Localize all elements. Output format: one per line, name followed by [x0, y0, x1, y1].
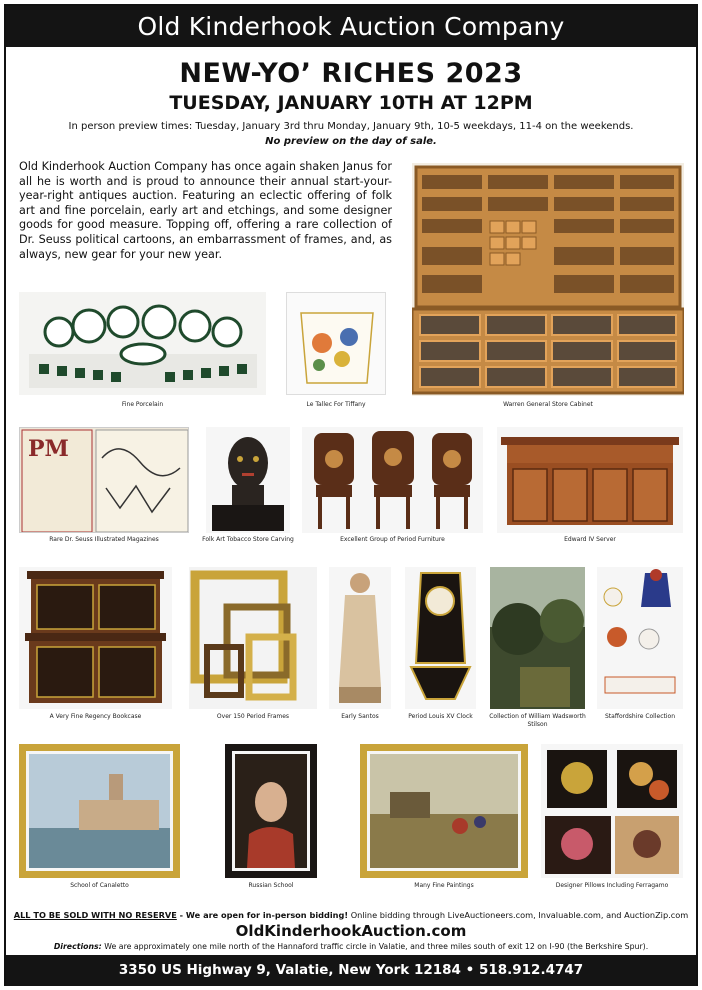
caption-server: Edward IV Server	[564, 536, 616, 543]
preview-times: In person preview times: Tuesday, January 3rd thru Monday, January 9th, 10-5 weekdays, 11-4 on the weekends.	[68, 121, 634, 132]
santos-figure-photo	[329, 567, 391, 709]
directions-line	[0, 942, 702, 951]
open-bidding-text: - We are open for in-person bidding!	[176, 910, 349, 920]
fine-paintings-photo	[360, 744, 528, 878]
caption-carving: Folk Art Tobacco Store Carving	[202, 536, 294, 543]
caption-bookcase: A Very Fine Regency Bookcase	[49, 713, 142, 720]
intro-paragraph: Old Kinderhook Auction Company has once again shaken Janus for all he is worth and is proud to announce their annual start-your-year-right antiques auction. Featuring an eclectic offering of folk art and fine porcelain, early art and etchings, and some designer goods for good measure. Topping off, offering a rare collection of Dr. Seuss political cartoons, an embarrassment of frames, and, as always, new gear for your new year.	[19, 160, 392, 261]
svg-text:PM: PM	[28, 436, 69, 462]
website-link[interactable]: OldKinderhookAuction.com	[235, 922, 467, 940]
tobacco-carving-photo	[206, 427, 290, 533]
caption-clock: Period Louis XV Clock	[408, 713, 473, 720]
caption-russian: Russian School	[248, 882, 294, 889]
seuss-magazines-photo	[19, 427, 189, 533]
caption-tiffany: Le Tallec For Tiffany	[306, 401, 366, 408]
address-banner: 3350 US Highway 9, Valatie, New York 12184 • 518.912.4747	[6, 955, 696, 986]
regency-bookcase-photo	[19, 567, 172, 709]
canaletto-painting-photo	[19, 744, 180, 878]
designer-pillows-photo	[541, 744, 683, 878]
general-store-cabinet-photo	[412, 163, 684, 396]
caption-pillows: Designer Pillows Including Ferragamo	[555, 882, 669, 889]
caption-chairs: Excellent Group of Period Furniture	[340, 536, 445, 543]
sale-date: TUESDAY, JANUARY 10TH AT 12PM	[169, 92, 533, 114]
directions-text: We are approximately one mile north of the Hannaford traffic circle in Valatie, and three miles south of exit 12 on I-90 (the Berkshire Spur).	[101, 942, 649, 951]
online-bidding-text: Online bidding through LiveAuctioneers.com, Invaluable.com, and AuctionZip.com	[348, 910, 689, 920]
caption-seuss: Rare Dr. Seuss Illustrated Magazines	[49, 536, 159, 543]
reserve-line	[0, 910, 702, 920]
caption-porcelain: Fine Porcelain	[121, 401, 164, 408]
caption-stilson: Collection of William Wadsworth Stilson	[489, 713, 586, 728]
no-preview-note: No preview on the day of sale.	[265, 136, 437, 147]
tiffany-cachepot-photo	[286, 292, 386, 395]
company-banner: Old Kinderhook Auction Company	[6, 6, 696, 47]
caption-canaletto: School of Canaletto	[70, 882, 129, 889]
directions-label: Directions:	[53, 942, 102, 951]
sale-title: NEW-YO’ RICHES 2023	[179, 58, 523, 89]
edward-server-photo	[497, 427, 683, 533]
staffordshire-photo	[597, 567, 683, 709]
period-frames-photo	[189, 567, 317, 709]
no-reserve-label: ALL TO BE SOLD WITH NO RESERVE	[13, 910, 177, 920]
louis-xv-clock-photo	[405, 567, 476, 709]
caption-frames: Over 150 Period Frames	[216, 713, 290, 720]
caption-cabinet: Warren General Store Cabinet	[503, 401, 593, 408]
fine-porcelain-photo	[19, 292, 266, 395]
caption-stafford: Staffordshire Collection	[604, 713, 676, 720]
russian-school-photo	[225, 744, 317, 878]
caption-fine: Many Fine Paintings	[414, 882, 474, 889]
period-chairs-photo	[302, 427, 483, 533]
stilson-painting-photo	[490, 567, 585, 709]
caption-santos: Early Santos	[341, 713, 379, 720]
